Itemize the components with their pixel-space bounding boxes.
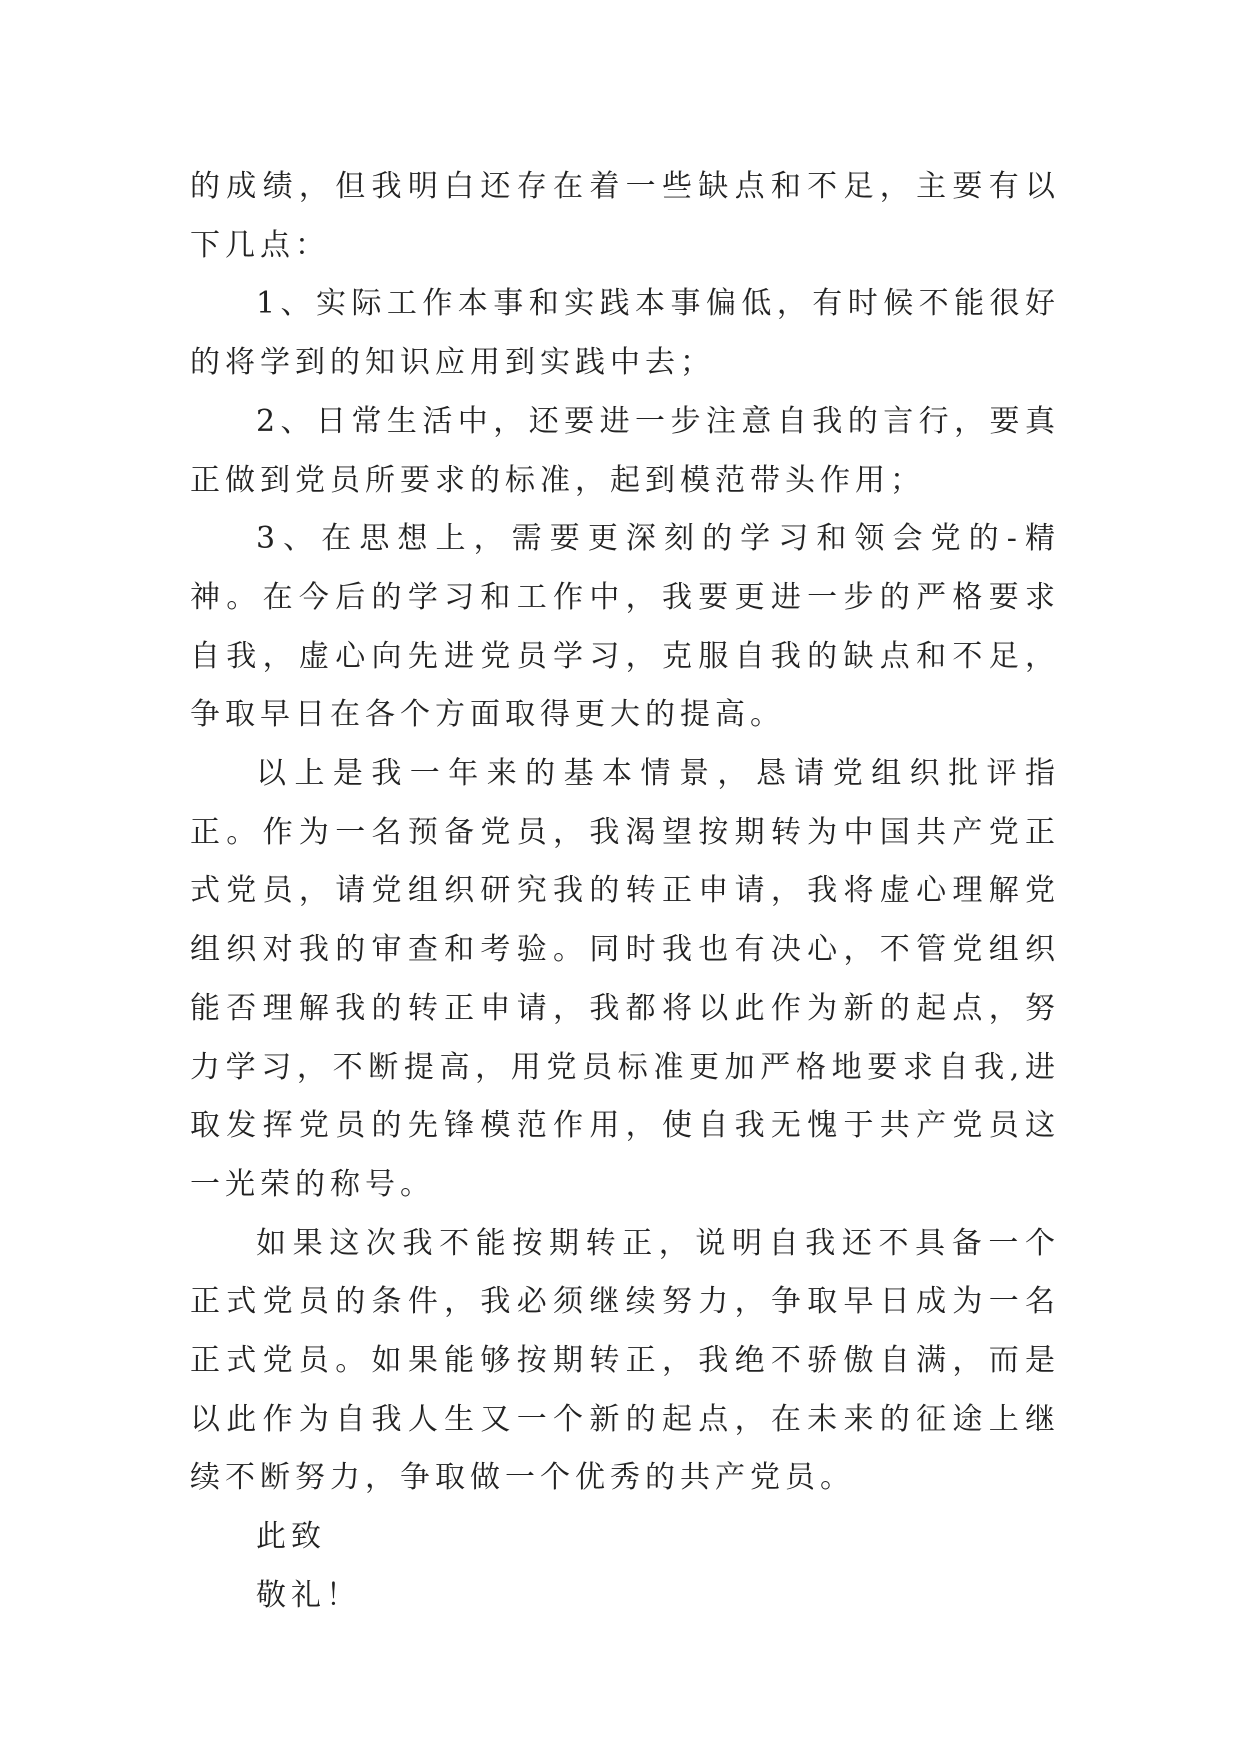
- closing-regards: 敬礼！: [256, 1577, 361, 1613]
- paragraph-intro: 的成绩，但我明白还存在着一些缺点和不足，主要有以下几点：: [190, 169, 1060, 263]
- paragraph-commitment: 如果这次我不能按期转正，说明自我还不具备一个正式党员的条件，我必须继续努力，争取早日成为一名正式党员。如果能够按期转正，我绝不骄傲自满，而是以此作为自我人生又一个新的起点，在未来的征途上继续不断努力，争取做一个优秀的共产党员。: [190, 1225, 1060, 1496]
- document-page: [190, 158, 1060, 1626]
- closing-salutation: 此致: [256, 1519, 326, 1555]
- paragraph-point-1: 1、实际工作本事和实践本事偏低，有时候不能很好的将学到的知识应用到实践中去；: [190, 286, 1060, 381]
- paragraph-point-2: 2、日常生活中，还要进一步注意自我的言行，要真正做到党员所要求的标准，起到模范带头作用；: [190, 403, 1060, 498]
- paragraph-point-3: 3、在思想上，需要更深刻的学习和领会党的-精神。在今后的学习和工作中，我要更进一步的严格要求自我，虚心向先进党员学习，克服自我的缺点和不足，争取早日在各个方面取得更大的提高。: [190, 521, 1060, 733]
- paragraph-summary: 以上是我一年来的基本情景，恳请党组织批评指正。作为一名预备党员，我渴望按期转为中国共产党正式党员，请党组织研究我的转正申请，我将虚心理解党组织对我的审查和考验。同时我也有决心，不管党组织能否理解我的转正申请，我都将以此作为新的起点，努力学习，不断提高，用党员标准更加严格地要求自我,进取发挥党员的先锋模范作用，使自我无愧于共产党员这一光荣的称号。: [190, 756, 1060, 1202]
